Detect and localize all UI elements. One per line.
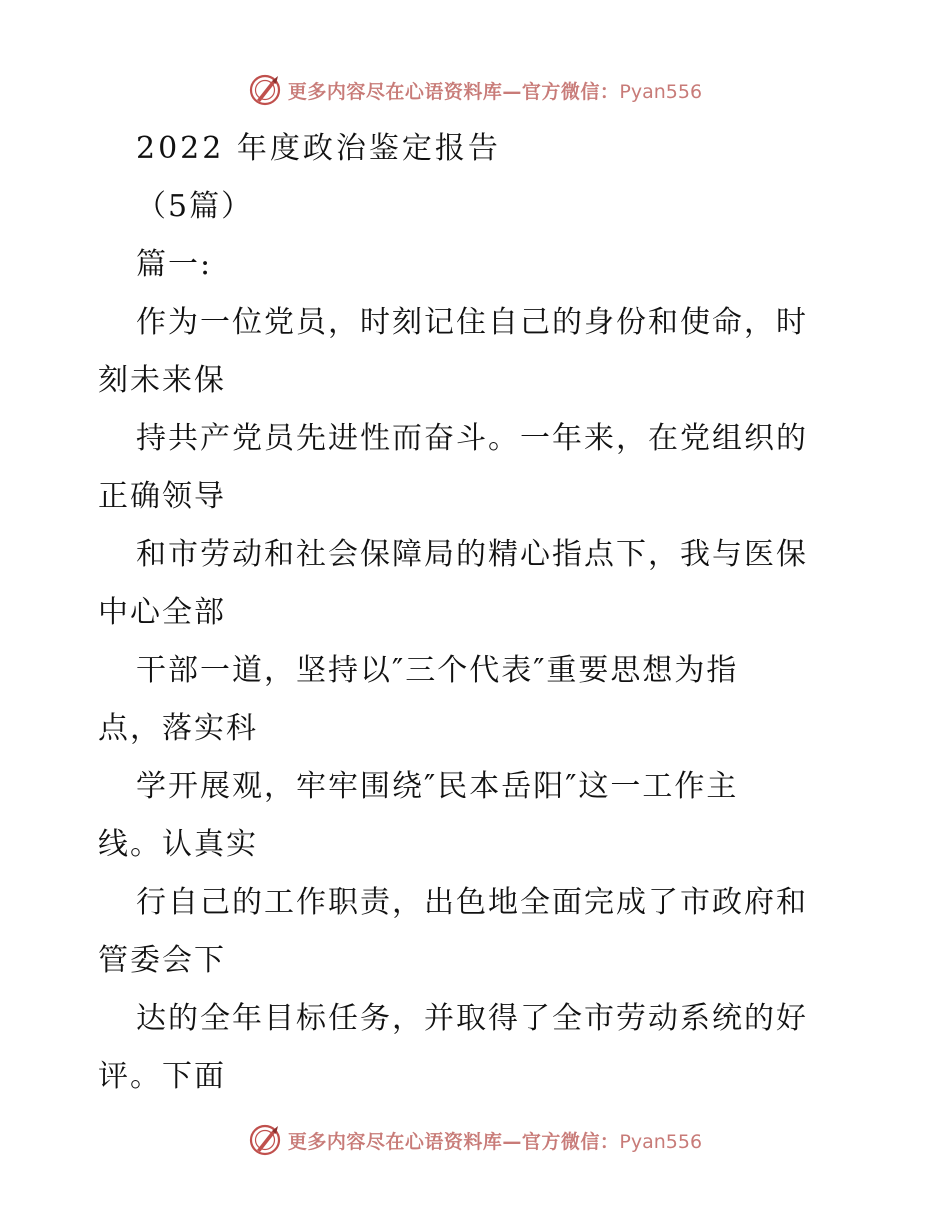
header-watermark <box>0 70 950 110</box>
section-heading: 篇一: <box>136 247 213 282</box>
paragraph-line: 中心全部 <box>98 595 226 630</box>
watermark-text: 更多内容尽在心语资料库—官方微信：Pyan556 <box>287 80 703 103</box>
document-subtitle: （5篇） <box>136 189 254 224</box>
paragraph-line: 持共产党员先进性而奋斗。一年来，在党组织的 <box>136 421 808 456</box>
paragraph-line: 点，落实科 <box>98 711 258 746</box>
quill-logo-icon <box>248 73 282 107</box>
paragraph-line: 管委会下 <box>98 943 226 978</box>
paragraph-line: 刻未来保 <box>98 363 226 398</box>
document-title: 2022 年度政治鉴定报告 <box>136 131 501 166</box>
paragraph-line: 作为一位党员，时刻记住自己的身份和使命，时 <box>136 305 808 340</box>
watermark-text: 更多内容尽在心语资料库—官方微信：Pyan556 <box>287 1130 703 1153</box>
paragraph-line: 正确领导 <box>98 479 226 514</box>
quill-logo-icon <box>248 1123 282 1157</box>
document-body <box>98 120 858 1106</box>
paragraph-line: 干部一道，坚持以″三个代表″重要思想为指 <box>136 653 739 688</box>
paragraph-line: 和市劳动和社会保障局的精心指点下，我与医保 <box>136 537 808 572</box>
paragraph-line: 评。下面 <box>98 1059 226 1094</box>
footer-watermark <box>0 1120 950 1160</box>
paragraph-line: 达的全年目标任务，并取得了全市劳动系统的好 <box>136 1001 808 1036</box>
paragraph-line: 学开展观，牢牢围绕″民本岳阳″这一工作主 <box>136 769 739 804</box>
paragraph-line: 行自己的工作职责，出色地全面完成了市政府和 <box>136 885 808 920</box>
paragraph-line: 线。认真实 <box>98 827 258 862</box>
